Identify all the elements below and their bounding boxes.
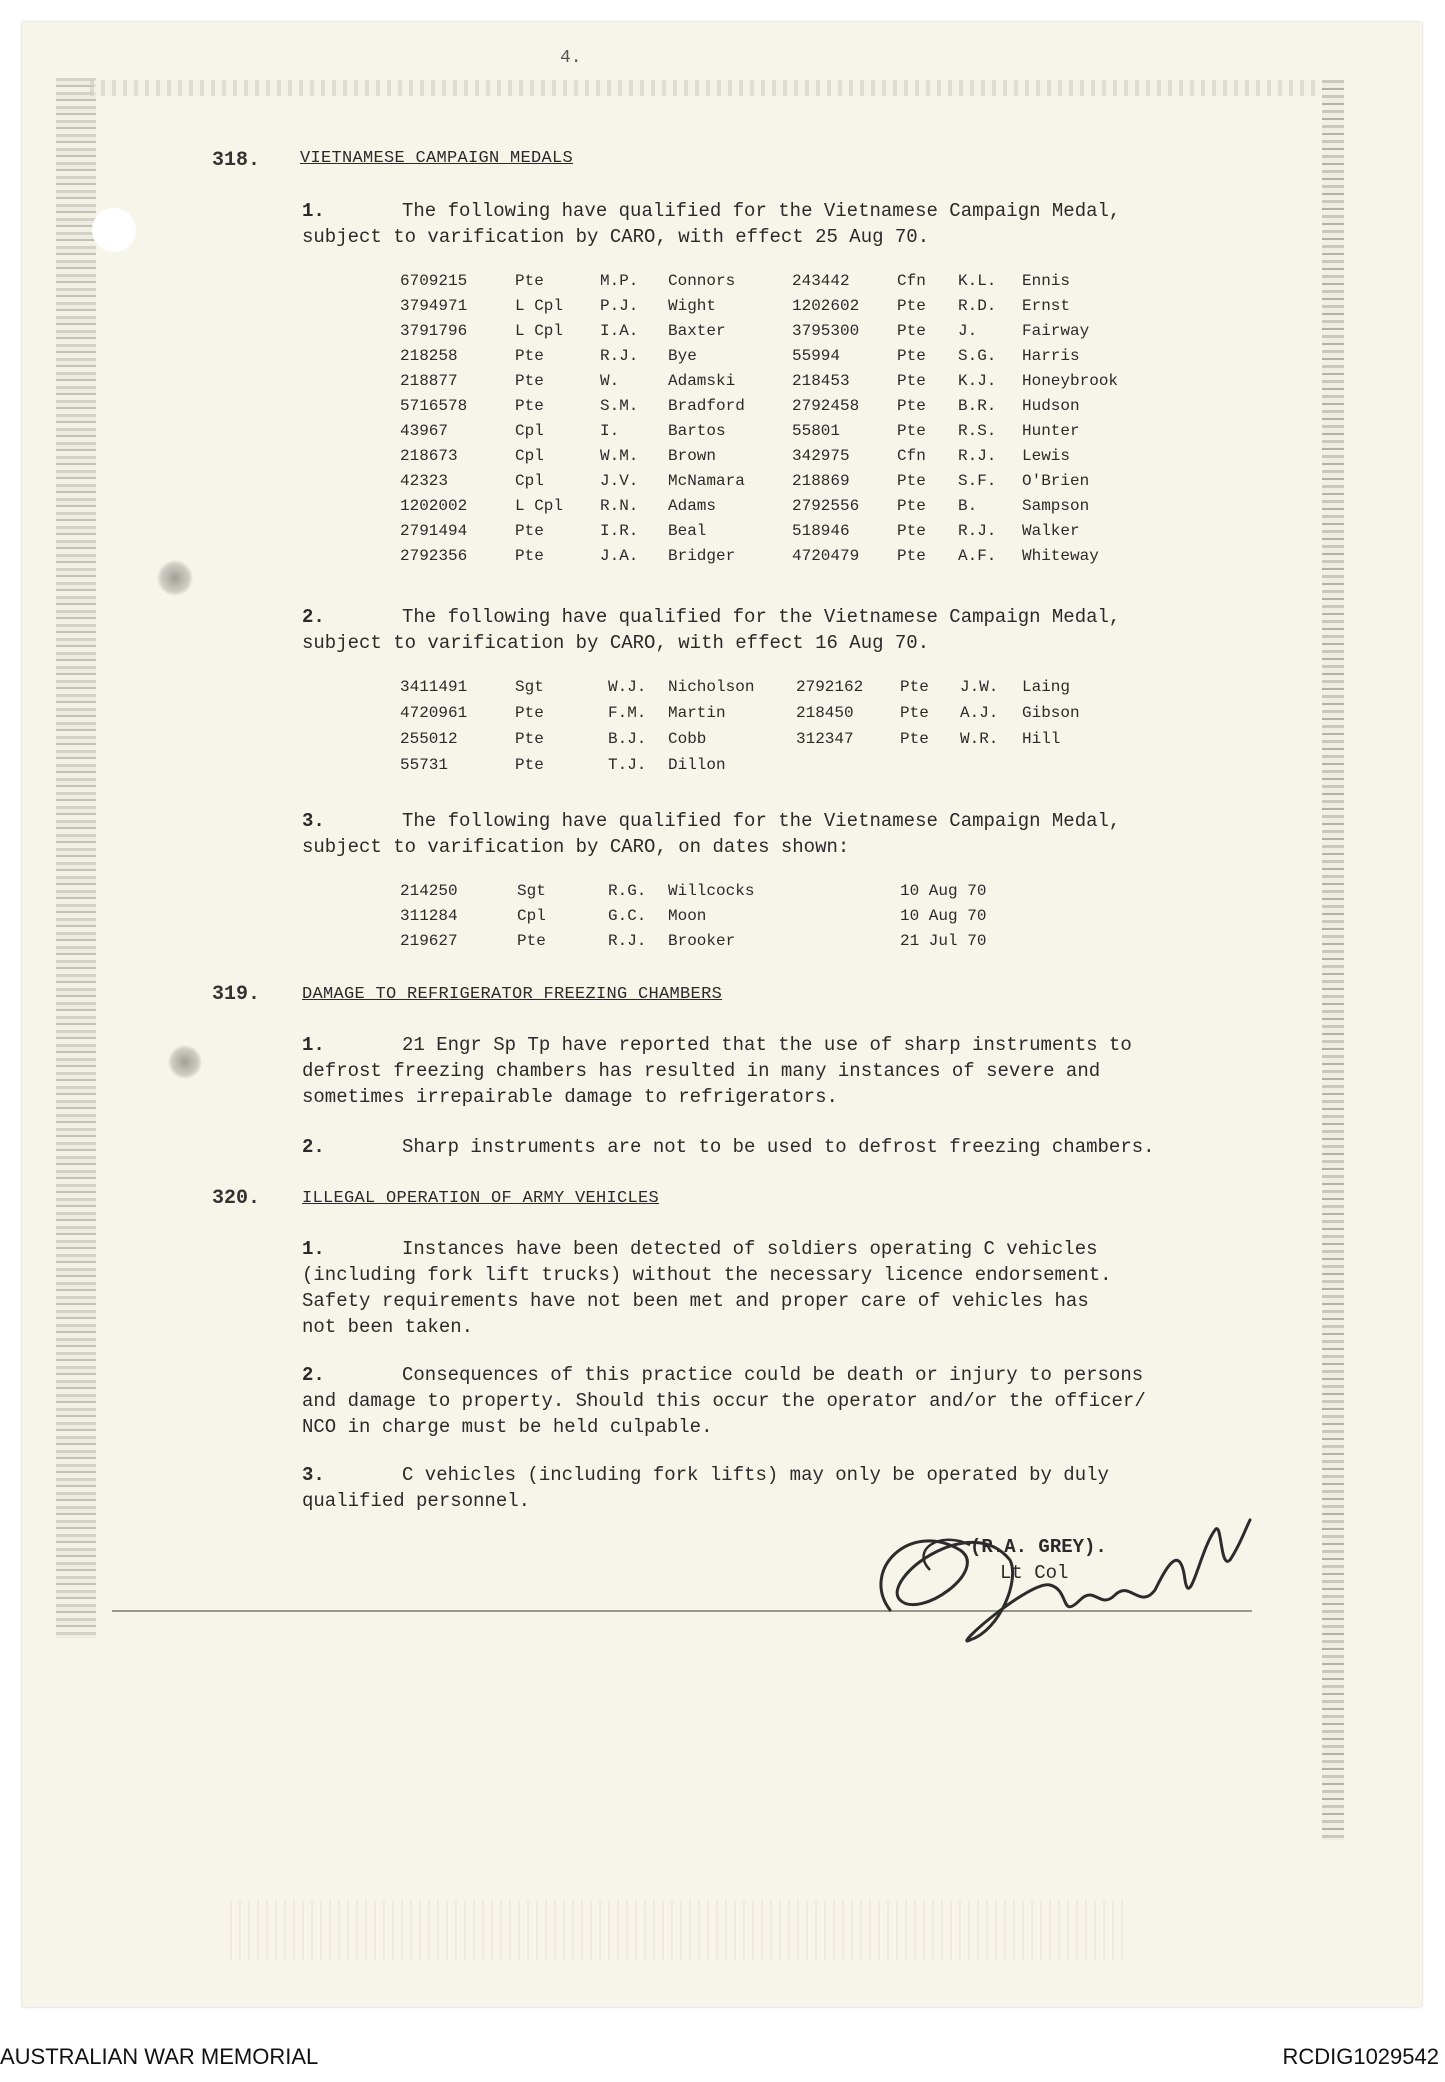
paragraph-number: 1. bbox=[302, 200, 325, 222]
paragraph-text: subject to varification by CARO, on dates shown: bbox=[302, 836, 850, 858]
ink-smudge bbox=[168, 1045, 202, 1079]
paragraph-number: 2. bbox=[302, 606, 325, 628]
service-number: 218673 bbox=[400, 447, 458, 465]
rank: Pte bbox=[897, 372, 926, 390]
service-number: 518946 bbox=[792, 522, 850, 540]
rank: Pte bbox=[515, 397, 544, 415]
rank: Pte bbox=[897, 547, 926, 565]
paragraph-text: The following have qualified for the Vietnamese Campaign Medal, bbox=[402, 200, 1121, 222]
service-number: 42323 bbox=[400, 472, 449, 490]
service-number: 4720961 bbox=[400, 704, 468, 722]
initials: B.J. bbox=[608, 730, 647, 748]
rank: Pte bbox=[515, 372, 544, 390]
surname: Honeybrook bbox=[1022, 372, 1119, 390]
service-number: 218450 bbox=[796, 704, 854, 722]
service-number: 214250 bbox=[400, 882, 458, 900]
surname: Hudson bbox=[1022, 397, 1080, 415]
paragraph-text: (including fork lift trucks) without the necessary licence endorsement. bbox=[302, 1264, 1112, 1286]
service-number: 255012 bbox=[400, 730, 458, 748]
paragraph-number: 1. bbox=[302, 1238, 325, 1260]
initials: F.M. bbox=[608, 704, 647, 722]
ink-smudge bbox=[157, 560, 193, 596]
footer-reference: RCDIG1029542 bbox=[1282, 2044, 1439, 2069]
service-number: 312347 bbox=[796, 730, 854, 748]
qualifying-date: 10 Aug 70 bbox=[900, 882, 987, 900]
surname: Brooker bbox=[668, 932, 736, 950]
surname: Laing bbox=[1022, 678, 1071, 696]
service-number: 218877 bbox=[400, 372, 458, 390]
service-number: 55801 bbox=[792, 422, 841, 440]
rank: Pte bbox=[515, 522, 544, 540]
rank: Pte bbox=[900, 704, 929, 722]
service-number: 4720479 bbox=[792, 547, 860, 565]
initials: R.S. bbox=[958, 422, 997, 440]
surname: Beal bbox=[668, 522, 707, 540]
service-number: 1202602 bbox=[792, 297, 860, 315]
surname: Nicholson bbox=[668, 678, 755, 696]
rank: Pte bbox=[515, 704, 544, 722]
paragraph-text: qualified personnel. bbox=[302, 1490, 531, 1512]
initials: I.R. bbox=[600, 522, 639, 540]
service-number: 3791796 bbox=[400, 322, 468, 340]
service-number: 6709215 bbox=[400, 272, 468, 290]
initials: R.D. bbox=[958, 297, 997, 315]
rank: Sgt bbox=[517, 882, 546, 900]
rank: Pte bbox=[897, 422, 926, 440]
paragraph-text: defrost freezing chambers has resulted in many instances of severe and bbox=[302, 1060, 1101, 1082]
rank: Pte bbox=[897, 322, 926, 340]
section-title-319: DAMAGE TO REFRIGERATOR FREEZING CHAMBERS bbox=[302, 985, 723, 1004]
service-number: 3795300 bbox=[792, 322, 860, 340]
initials: I.A. bbox=[600, 322, 639, 340]
surname: Hunter bbox=[1022, 422, 1080, 440]
surname: Dillon bbox=[668, 756, 726, 774]
signature-block bbox=[850, 1490, 1270, 1660]
service-number: 342975 bbox=[792, 447, 850, 465]
qualifying-date: 21 Jul 70 bbox=[900, 932, 987, 950]
service-number: 43967 bbox=[400, 422, 449, 440]
surname: Baxter bbox=[668, 322, 726, 340]
paragraph-text: The following have qualified for the Vietnamese Campaign Medal, bbox=[402, 810, 1121, 832]
paragraph-text: 21 Engr Sp Tp have reported that the use of sharp instruments to bbox=[402, 1034, 1132, 1056]
initials: K.J. bbox=[958, 372, 997, 390]
initials: S.G. bbox=[958, 347, 997, 365]
initials: P.J. bbox=[600, 297, 639, 315]
service-number: 3794971 bbox=[400, 297, 468, 315]
rank: Cpl bbox=[515, 422, 544, 440]
service-number: 2792356 bbox=[400, 547, 468, 565]
paragraph-text: subject to varification by CARO, with effect 16 Aug 70. bbox=[302, 632, 930, 654]
initials: M.P. bbox=[600, 272, 639, 290]
initials: S.F. bbox=[958, 472, 997, 490]
page-number: 4. bbox=[560, 48, 582, 68]
paragraph-number: 2. bbox=[302, 1136, 325, 1158]
rank: Pte bbox=[897, 472, 926, 490]
surname: O'Brien bbox=[1022, 472, 1090, 490]
initials: R.N. bbox=[600, 497, 639, 515]
paragraph-text: not been taken. bbox=[302, 1316, 474, 1338]
initials: R.G. bbox=[608, 882, 647, 900]
initials: J.V. bbox=[600, 472, 639, 490]
surname: Whiteway bbox=[1022, 547, 1099, 565]
paragraph-number: 3. bbox=[302, 810, 325, 832]
surname: Wight bbox=[668, 297, 717, 315]
service-number: 243442 bbox=[792, 272, 850, 290]
scan-edge-right bbox=[1322, 80, 1344, 1840]
initials: W. bbox=[600, 372, 620, 390]
surname: Bye bbox=[668, 347, 697, 365]
initials: W.R. bbox=[960, 730, 999, 748]
rank: Pte bbox=[900, 730, 929, 748]
qualifying-date: 10 Aug 70 bbox=[900, 907, 987, 925]
initials: K.L. bbox=[958, 272, 997, 290]
initials: T.J. bbox=[608, 756, 647, 774]
surname: Willcocks bbox=[668, 882, 755, 900]
surname: Ennis bbox=[1022, 272, 1071, 290]
signatory-rank: Lt Col bbox=[1000, 1562, 1069, 1584]
footer-institution: AUSTRALIAN WAR MEMORIAL bbox=[0, 2044, 319, 2069]
section-title-320: ILLEGAL OPERATION OF ARMY VEHICLES bbox=[302, 1189, 660, 1208]
rank: Cfn bbox=[897, 447, 926, 465]
scan-noise bbox=[230, 1900, 1130, 1960]
section-number-318: 318. bbox=[212, 149, 261, 172]
surname: McNamara bbox=[668, 472, 745, 490]
initials: J. bbox=[958, 322, 978, 340]
section-number-319: 319. bbox=[212, 983, 261, 1006]
rank: L Cpl bbox=[515, 322, 564, 340]
rank: Pte bbox=[897, 297, 926, 315]
section-title-318: VIETNAMESE CAMPAIGN MEDALS bbox=[300, 149, 574, 168]
signatory-name: (R.A. GREY). bbox=[970, 1536, 1107, 1558]
rank: Cfn bbox=[897, 272, 926, 290]
initials: R.J. bbox=[958, 447, 997, 465]
initials: B. bbox=[958, 497, 978, 515]
service-number: 55731 bbox=[400, 756, 449, 774]
rank: Pte bbox=[897, 347, 926, 365]
rank: Pte bbox=[900, 678, 929, 696]
rank: Pte bbox=[515, 547, 544, 565]
service-number: 311284 bbox=[400, 907, 458, 925]
service-number: 218869 bbox=[792, 472, 850, 490]
initials: W.J. bbox=[608, 678, 647, 696]
service-number: 5716578 bbox=[400, 397, 468, 415]
rank: Pte bbox=[515, 347, 544, 365]
paragraph-number: 3. bbox=[302, 1464, 325, 1486]
surname: Hill bbox=[1022, 730, 1061, 748]
surname: Bridger bbox=[668, 547, 736, 565]
initials: R.J. bbox=[608, 932, 647, 950]
surname: Sampson bbox=[1022, 497, 1090, 515]
rank: Pte bbox=[517, 932, 546, 950]
initials: B.R. bbox=[958, 397, 997, 415]
service-number: 2792458 bbox=[792, 397, 860, 415]
initials: S.M. bbox=[600, 397, 639, 415]
surname: Moon bbox=[668, 907, 707, 925]
paragraph-text: NCO in charge must be held culpable. bbox=[302, 1416, 713, 1438]
service-number: 55994 bbox=[792, 347, 841, 365]
rank: Cpl bbox=[517, 907, 546, 925]
rank: Pte bbox=[515, 272, 544, 290]
initials: A.J. bbox=[960, 704, 999, 722]
rank: Cpl bbox=[515, 472, 544, 490]
rank: Cpl bbox=[515, 447, 544, 465]
paragraph-text: Consequences of this practice could be death or injury to persons bbox=[402, 1364, 1144, 1386]
rank: L Cpl bbox=[515, 297, 564, 315]
scan-edge-left bbox=[56, 78, 96, 1638]
surname: Bradford bbox=[668, 397, 745, 415]
service-number: 2792556 bbox=[792, 497, 860, 515]
service-number: 218258 bbox=[400, 347, 458, 365]
service-number: 219627 bbox=[400, 932, 458, 950]
surname: Gibson bbox=[1022, 704, 1080, 722]
paragraph-text: Instances have been detected of soldiers operating C vehicles bbox=[402, 1238, 1098, 1260]
rank: Pte bbox=[897, 522, 926, 540]
rank: L Cpl bbox=[515, 497, 564, 515]
surname: Ernst bbox=[1022, 297, 1071, 315]
surname: Lewis bbox=[1022, 447, 1071, 465]
scan-edge-top bbox=[90, 80, 1320, 96]
paragraph-text: and damage to property. Should this occur the operator and/or the officer/ bbox=[302, 1390, 1146, 1412]
initials: G.C. bbox=[608, 907, 647, 925]
service-number: 218453 bbox=[792, 372, 850, 390]
surname: Connors bbox=[668, 272, 736, 290]
initials: R.J. bbox=[600, 347, 639, 365]
rank: Sgt bbox=[515, 678, 544, 696]
service-number: 3411491 bbox=[400, 678, 468, 696]
service-number: 2791494 bbox=[400, 522, 468, 540]
initials: R.J. bbox=[958, 522, 997, 540]
section-number-320: 320. bbox=[212, 1187, 261, 1210]
punch-hole bbox=[92, 208, 136, 252]
surname: Adamski bbox=[668, 372, 736, 390]
document-page bbox=[22, 22, 1422, 2007]
paragraph-text: The following have qualified for the Vietnamese Campaign Medal, bbox=[402, 606, 1121, 628]
paragraph-text: Sharp instruments are not to be used to defrost freezing chambers. bbox=[402, 1136, 1155, 1158]
surname: Harris bbox=[1022, 347, 1080, 365]
surname: Brown bbox=[668, 447, 717, 465]
rank: Pte bbox=[515, 756, 544, 774]
paragraph-text: subject to varification by CARO, with effect 25 Aug 70. bbox=[302, 226, 930, 248]
initials: A.F. bbox=[958, 547, 997, 565]
service-number: 1202002 bbox=[400, 497, 468, 515]
surname: Cobb bbox=[668, 730, 707, 748]
initials: J.A. bbox=[600, 547, 639, 565]
paragraph-text: sometimes irrepairable damage to refrigerators. bbox=[302, 1086, 838, 1108]
rank: Pte bbox=[515, 730, 544, 748]
service-number: 2792162 bbox=[796, 678, 864, 696]
paragraph-number: 1. bbox=[302, 1034, 325, 1056]
surname: Walker bbox=[1022, 522, 1080, 540]
surname: Adams bbox=[668, 497, 717, 515]
paragraph-text: C vehicles (including fork lifts) may only be operated by duly bbox=[402, 1464, 1109, 1486]
surname: Fairway bbox=[1022, 322, 1090, 340]
initials: W.M. bbox=[600, 447, 639, 465]
paragraph-number: 2. bbox=[302, 1364, 325, 1386]
paragraph-text: Safety requirements have not been met and proper care of vehicles has bbox=[302, 1290, 1089, 1312]
rank: Pte bbox=[897, 397, 926, 415]
initials: I. bbox=[600, 422, 620, 440]
surname: Bartos bbox=[668, 422, 726, 440]
surname: Martin bbox=[668, 704, 726, 722]
initials: J.W. bbox=[960, 678, 999, 696]
rank: Pte bbox=[897, 497, 926, 515]
